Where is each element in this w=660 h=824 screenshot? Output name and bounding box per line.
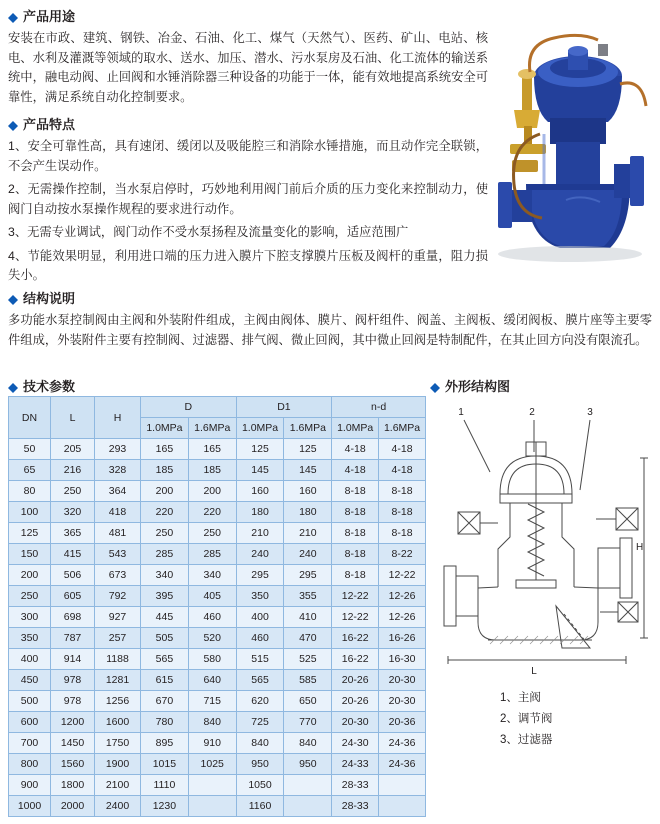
table-cell: 1450 [51,733,95,754]
legend-item-1: 1、主阀 [500,692,541,704]
table-cell: 715 [188,691,236,712]
table-cell: 978 [51,691,95,712]
table-cell: 1160 [236,796,284,817]
th-nd-10: 1.0MPa [332,418,379,439]
diamond-bullet-icon [430,378,440,388]
callout-1: 1 [458,407,464,418]
table-cell: 8-18 [332,502,379,523]
table-cell: 585 [284,670,332,691]
table-cell: 650 [284,691,332,712]
table-row [9,628,426,649]
spec-table-wrapper [8,396,426,817]
table-cell: 200 [188,481,236,502]
spec-table-body [9,439,426,817]
features-paragraph-3: 3、无需专业调试，阀门动作不受水泵扬程及流量变化的影响，适应范围广 [8,225,409,239]
tech-title: 技术参数 [23,379,76,394]
table-row [9,733,426,754]
table-cell: 328 [95,460,141,481]
table-cell: 445 [141,607,189,628]
table-cell: 2400 [95,796,141,817]
features-paragraph-4: 4、节能效果明显，利用进口端的压力进入膜片下腔支撑膜片压板及阀杆的重量，阻力损失小。 [8,248,488,282]
th-l: L [51,397,95,439]
table-cell: 364 [95,481,141,502]
table-cell: 1900 [95,754,141,775]
table-cell: 520 [188,628,236,649]
table-cell: 673 [95,565,141,586]
table-cell: 285 [188,544,236,565]
callout-3: 3 [587,407,593,418]
table-cell: 125 [9,523,51,544]
table-cell: 792 [95,586,141,607]
table-cell: 780 [141,712,189,733]
table-cell: 240 [236,544,284,565]
table-cell: 210 [236,523,284,544]
th-d1-16: 1.6MPa [284,418,332,439]
structure-paragraph-1: 多功能水泵控制阀由主阀和外装附件组成，主阀由阀体、膜片、阀杆组件、阀盖、主阀板、缓闭阀板、膜片座等主要零件组成，外装附件主要有控制阀、过滤器、排气阀、微止回阀，其中微止回阀是特制配件，在其止回方向没有限流孔。 [8,313,652,347]
table-cell: 50 [9,439,51,460]
table-cell: 365 [51,523,95,544]
table-cell: 24-36 [379,733,426,754]
table-cell: 405 [188,586,236,607]
table-cell [284,775,332,796]
table-cell: 295 [284,565,332,586]
table-cell: 950 [236,754,284,775]
table-cell: 20-30 [379,691,426,712]
table-row [9,649,426,670]
table-cell: 340 [188,565,236,586]
table-cell [188,796,236,817]
section-heading-tech [8,376,75,395]
table-cell: 16-22 [332,628,379,649]
table-cell: 8-18 [379,481,426,502]
table-cell: 20-26 [332,670,379,691]
th-d1-10: 1.0MPa [236,418,284,439]
table-cell: 12-22 [332,607,379,628]
table-cell: 1600 [95,712,141,733]
table-cell: 8-18 [379,502,426,523]
table-cell: 240 [284,544,332,565]
usage-title: 产品用途 [23,9,76,24]
table-cell: 400 [9,649,51,670]
table-cell: 698 [51,607,95,628]
table-cell: 250 [141,523,189,544]
table-row [9,607,426,628]
table-cell: 840 [236,733,284,754]
table-cell: 125 [284,439,332,460]
table-cell: 460 [236,628,284,649]
table-cell: 927 [95,607,141,628]
table-cell: 350 [9,628,51,649]
table-row [9,544,426,565]
table-cell: 12-26 [379,607,426,628]
table-cell: 150 [9,544,51,565]
table-cell: 200 [141,481,189,502]
table-cell: 185 [188,460,236,481]
features-paragraph-1: 1、安全可靠性高，具有速闭、缓闭以及吸能腔三和消除水锤措施，而且动作完全联锁，不会产生误动作。 [8,139,488,173]
table-cell: 100 [9,502,51,523]
table-cell: 8-18 [332,481,379,502]
table-cell: 615 [141,670,189,691]
table-cell: 295 [236,565,284,586]
th-dn: DN [9,397,51,439]
table-cell: 4-18 [332,460,379,481]
table-row [9,439,426,460]
table-cell: 80 [9,481,51,502]
table-cell: 460 [188,607,236,628]
table-cell: 28-33 [332,775,379,796]
table-cell: 165 [188,439,236,460]
diamond-bullet-icon [8,378,18,388]
table-cell: 800 [9,754,51,775]
table-cell: 2000 [51,796,95,817]
table-row [9,754,426,775]
table-cell: 250 [51,481,95,502]
table-cell [188,775,236,796]
table-cell: 125 [236,439,284,460]
table-cell: 20-26 [332,691,379,712]
table-row [9,775,426,796]
table-cell: 1050 [236,775,284,796]
outline-drawing-valve [430,398,652,680]
table-cell: 20-30 [332,712,379,733]
table-row [9,523,426,544]
table-cell: 350 [236,586,284,607]
table-cell: 543 [95,544,141,565]
table-cell: 565 [236,670,284,691]
table-cell: 950 [284,754,332,775]
table-cell: 1750 [95,733,141,754]
table-cell [379,775,426,796]
th-d1: D1 [236,397,332,418]
table-cell: 525 [284,649,332,670]
table-cell: 12-22 [332,586,379,607]
table-cell: 1188 [95,649,141,670]
table-cell: 978 [51,670,95,691]
table-cell: 700 [9,733,51,754]
table-cell: 65 [9,460,51,481]
table-cell: 8-18 [332,565,379,586]
table-row [9,460,426,481]
table-cell: 16-22 [332,649,379,670]
table-cell: 20-36 [379,712,426,733]
table-cell: 4-18 [379,460,426,481]
table-cell: 900 [9,775,51,796]
th-nd-16: 1.6MPa [379,418,426,439]
section-heading-drawing [430,376,510,395]
table-cell: 28-33 [332,796,379,817]
table-cell: 200 [9,565,51,586]
table-cell: 470 [284,628,332,649]
features-paragraph-2: 2、无需操作控制，当水泵启停时，巧妙地利用阀门前后介质的压力变化来控制动力，使阀门自动按水泵操作规程的要求进行动作。 [8,182,488,216]
dim-label-H: H [636,542,644,553]
table-cell: 12-22 [379,565,426,586]
table-cell: 725 [236,712,284,733]
table-cell: 515 [236,649,284,670]
table-cell: 250 [9,586,51,607]
table-cell: 216 [51,460,95,481]
table-cell: 481 [95,523,141,544]
table-row [9,502,426,523]
table-cell: 1230 [141,796,189,817]
table-cell: 565 [141,649,189,670]
table-cell: 165 [141,439,189,460]
table-cell: 205 [51,439,95,460]
table-cell: 300 [9,607,51,628]
table-cell: 605 [51,586,95,607]
table-cell: 145 [284,460,332,481]
table-cell: 1110 [141,775,189,796]
table-cell: 20-30 [379,670,426,691]
table-cell: 293 [95,439,141,460]
table-cell: 4-18 [332,439,379,460]
th-h: H [95,397,141,439]
table-row [9,796,426,817]
table-cell: 1256 [95,691,141,712]
table-cell: 787 [51,628,95,649]
section-heading-features [8,114,488,133]
section-heading-structure [8,288,652,307]
table-cell: 257 [95,628,141,649]
table-header-row-1 [9,397,426,418]
table-cell: 600 [9,712,51,733]
th-d-10: 1.0MPa [141,418,189,439]
diamond-bullet-icon [8,8,18,18]
table-cell: 1025 [188,754,236,775]
table-cell: 12-26 [379,586,426,607]
drawing-legend [500,688,552,751]
table-cell: 415 [51,544,95,565]
table-cell: 185 [141,460,189,481]
table-cell [379,796,426,817]
table-row [9,565,426,586]
structure-title: 结构说明 [23,291,76,306]
th-nd: n-d [332,397,426,418]
table-cell: 340 [141,565,189,586]
table-cell: 500 [9,691,51,712]
table-cell: 1200 [51,712,95,733]
table-cell: 506 [51,565,95,586]
legend-item-2: 2、调节阀 [500,713,553,725]
table-cell: 320 [51,502,95,523]
table-cell: 220 [141,502,189,523]
table-cell: 180 [236,502,284,523]
table-row [9,670,426,691]
features-title: 产品特点 [23,117,76,132]
table-cell: 24-36 [379,754,426,775]
section-heading-usage [8,6,488,25]
table-cell: 160 [284,481,332,502]
table-cell: 250 [188,523,236,544]
structure-block [8,288,652,350]
table-row [9,586,426,607]
table-cell: 620 [236,691,284,712]
dim-label-L: L [531,666,537,677]
table-cell: 840 [188,712,236,733]
table-cell: 640 [188,670,236,691]
table-cell: 418 [95,502,141,523]
product-photo-valve [470,14,656,272]
th-d: D [141,397,237,418]
table-cell: 395 [141,586,189,607]
drawing-title: 外形结构图 [445,379,511,394]
table-cell: 1000 [9,796,51,817]
th-d-16: 1.6MPa [188,418,236,439]
diamond-bullet-icon [8,116,18,126]
table-row [9,712,426,733]
table-cell: 1015 [141,754,189,775]
table-cell: 16-30 [379,649,426,670]
spec-table [8,396,426,817]
table-cell: 355 [284,586,332,607]
diamond-bullet-icon [8,290,18,300]
table-row [9,691,426,712]
legend-item-3: 3、过滤器 [500,734,553,746]
table-cell: 24-33 [332,754,379,775]
table-cell: 285 [141,544,189,565]
table-cell: 770 [284,712,332,733]
callout-2: 2 [529,407,535,418]
usage-paragraph-1: 安装在市政、建筑、钢铁、冶金、石油、化工、煤气（天然气）、医药、矿山、电站、核电、水利及灌溉等领域的取水、送水、加压、潜水、污水泵房及石油、化工流体的输送系统中，融电动阀、止回阀和水锤消除器三种设备的功能于一体，能有效地提高系统安全可靠性，满足系统自动化控制要求。 [8,31,488,104]
table-cell: 1800 [51,775,95,796]
table-cell: 160 [236,481,284,502]
table-cell: 220 [188,502,236,523]
table-cell: 840 [284,733,332,754]
table-cell: 4-18 [379,439,426,460]
table-cell: 180 [284,502,332,523]
top-text-block [8,6,488,286]
table-cell: 8-18 [332,544,379,565]
table-cell: 914 [51,649,95,670]
table-cell: 895 [141,733,189,754]
table-row [9,481,426,502]
table-cell: 210 [284,523,332,544]
table-cell: 16-26 [379,628,426,649]
table-cell: 910 [188,733,236,754]
table-cell: 410 [284,607,332,628]
table-cell: 400 [236,607,284,628]
table-cell: 670 [141,691,189,712]
table-cell: 145 [236,460,284,481]
table-cell: 8-18 [379,523,426,544]
table-cell: 24-30 [332,733,379,754]
table-cell: 8-18 [332,523,379,544]
table-cell: 8-22 [379,544,426,565]
table-cell: 580 [188,649,236,670]
table-cell [284,796,332,817]
table-cell: 1560 [51,754,95,775]
table-cell: 1281 [95,670,141,691]
table-cell: 505 [141,628,189,649]
table-cell: 450 [9,670,51,691]
table-cell: 2100 [95,775,141,796]
